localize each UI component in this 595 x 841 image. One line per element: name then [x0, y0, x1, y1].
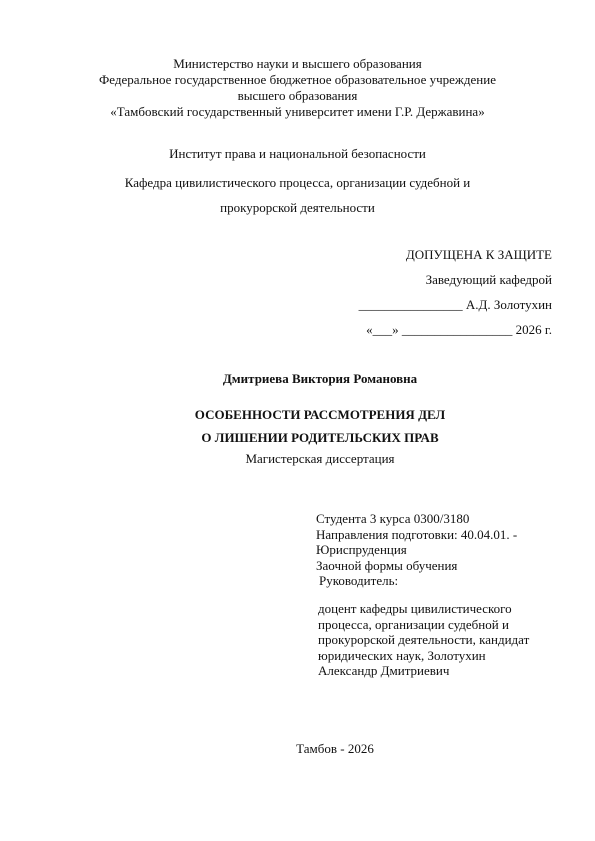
thesis-title — [0, 403, 595, 449]
supervisor-line: прокурорской деятельности, кандидат — [318, 632, 530, 647]
approval-date: «___» _________________ 2026 г. — [366, 322, 552, 337]
approval-heading: ДОПУЩЕНА К ЗАЩИТЕ — [405, 247, 552, 262]
approval-block — [359, 242, 552, 342]
author-name: Дмитриева Виктория Романовна — [222, 371, 418, 386]
institute-name: Институт права и национальной безопасности — [169, 146, 426, 161]
thesis-title-line: О ЛИШЕНИИ РОДИТЕЛЬСКИХ ПРАВ — [201, 430, 439, 445]
student-course: Студента 3 курса 0300/3180 — [316, 511, 470, 526]
university-name: «Тамбовский государственный университет имени Г.Р. Державина» — [110, 104, 485, 119]
supervisor-line: процесса, организации судебной и — [318, 616, 509, 632]
department-line: Кафедра цивилистического процесса, организации судебной и — [124, 175, 471, 190]
work-type: Магистерская диссертация — [245, 451, 395, 466]
approval-signature: ________________ А.Д. Золотухин — [358, 297, 552, 312]
thesis-title-line: ОСОБЕННОСТИ РАССМОТРЕНИЯ ДЕЛ — [194, 407, 446, 422]
student-program-name: Юриспруденция — [316, 542, 407, 557]
ministry-line: Министерство науки и высшего образования — [173, 56, 422, 71]
supervisor-line: Александр Дмитриевич — [318, 663, 450, 678]
department-name — [0, 170, 595, 220]
supervisor-line: юридических наук, Золотухин — [318, 647, 486, 663]
ministry-header — [0, 56, 595, 120]
supervisor-label: Руководитель: — [319, 573, 399, 588]
department-line: прокурорской деятельности — [220, 200, 375, 215]
supervisor-info — [318, 601, 529, 679]
student-info — [316, 511, 517, 573]
supervisor-line: доцент кафедры цивилистического — [318, 601, 512, 616]
city-year: Тамбов - 2026 — [296, 741, 374, 756]
approval-role: Заведующий кафедрой — [425, 272, 552, 287]
institution-type-line: Федеральное государственное бюджетное образовательное учреждение — [99, 72, 496, 87]
student-program: Направления подготовки: 40.04.01. - — [316, 526, 518, 542]
student-study-form: Заочной формы обучения — [316, 557, 458, 573]
education-level-line: высшего образования — [237, 88, 358, 103]
